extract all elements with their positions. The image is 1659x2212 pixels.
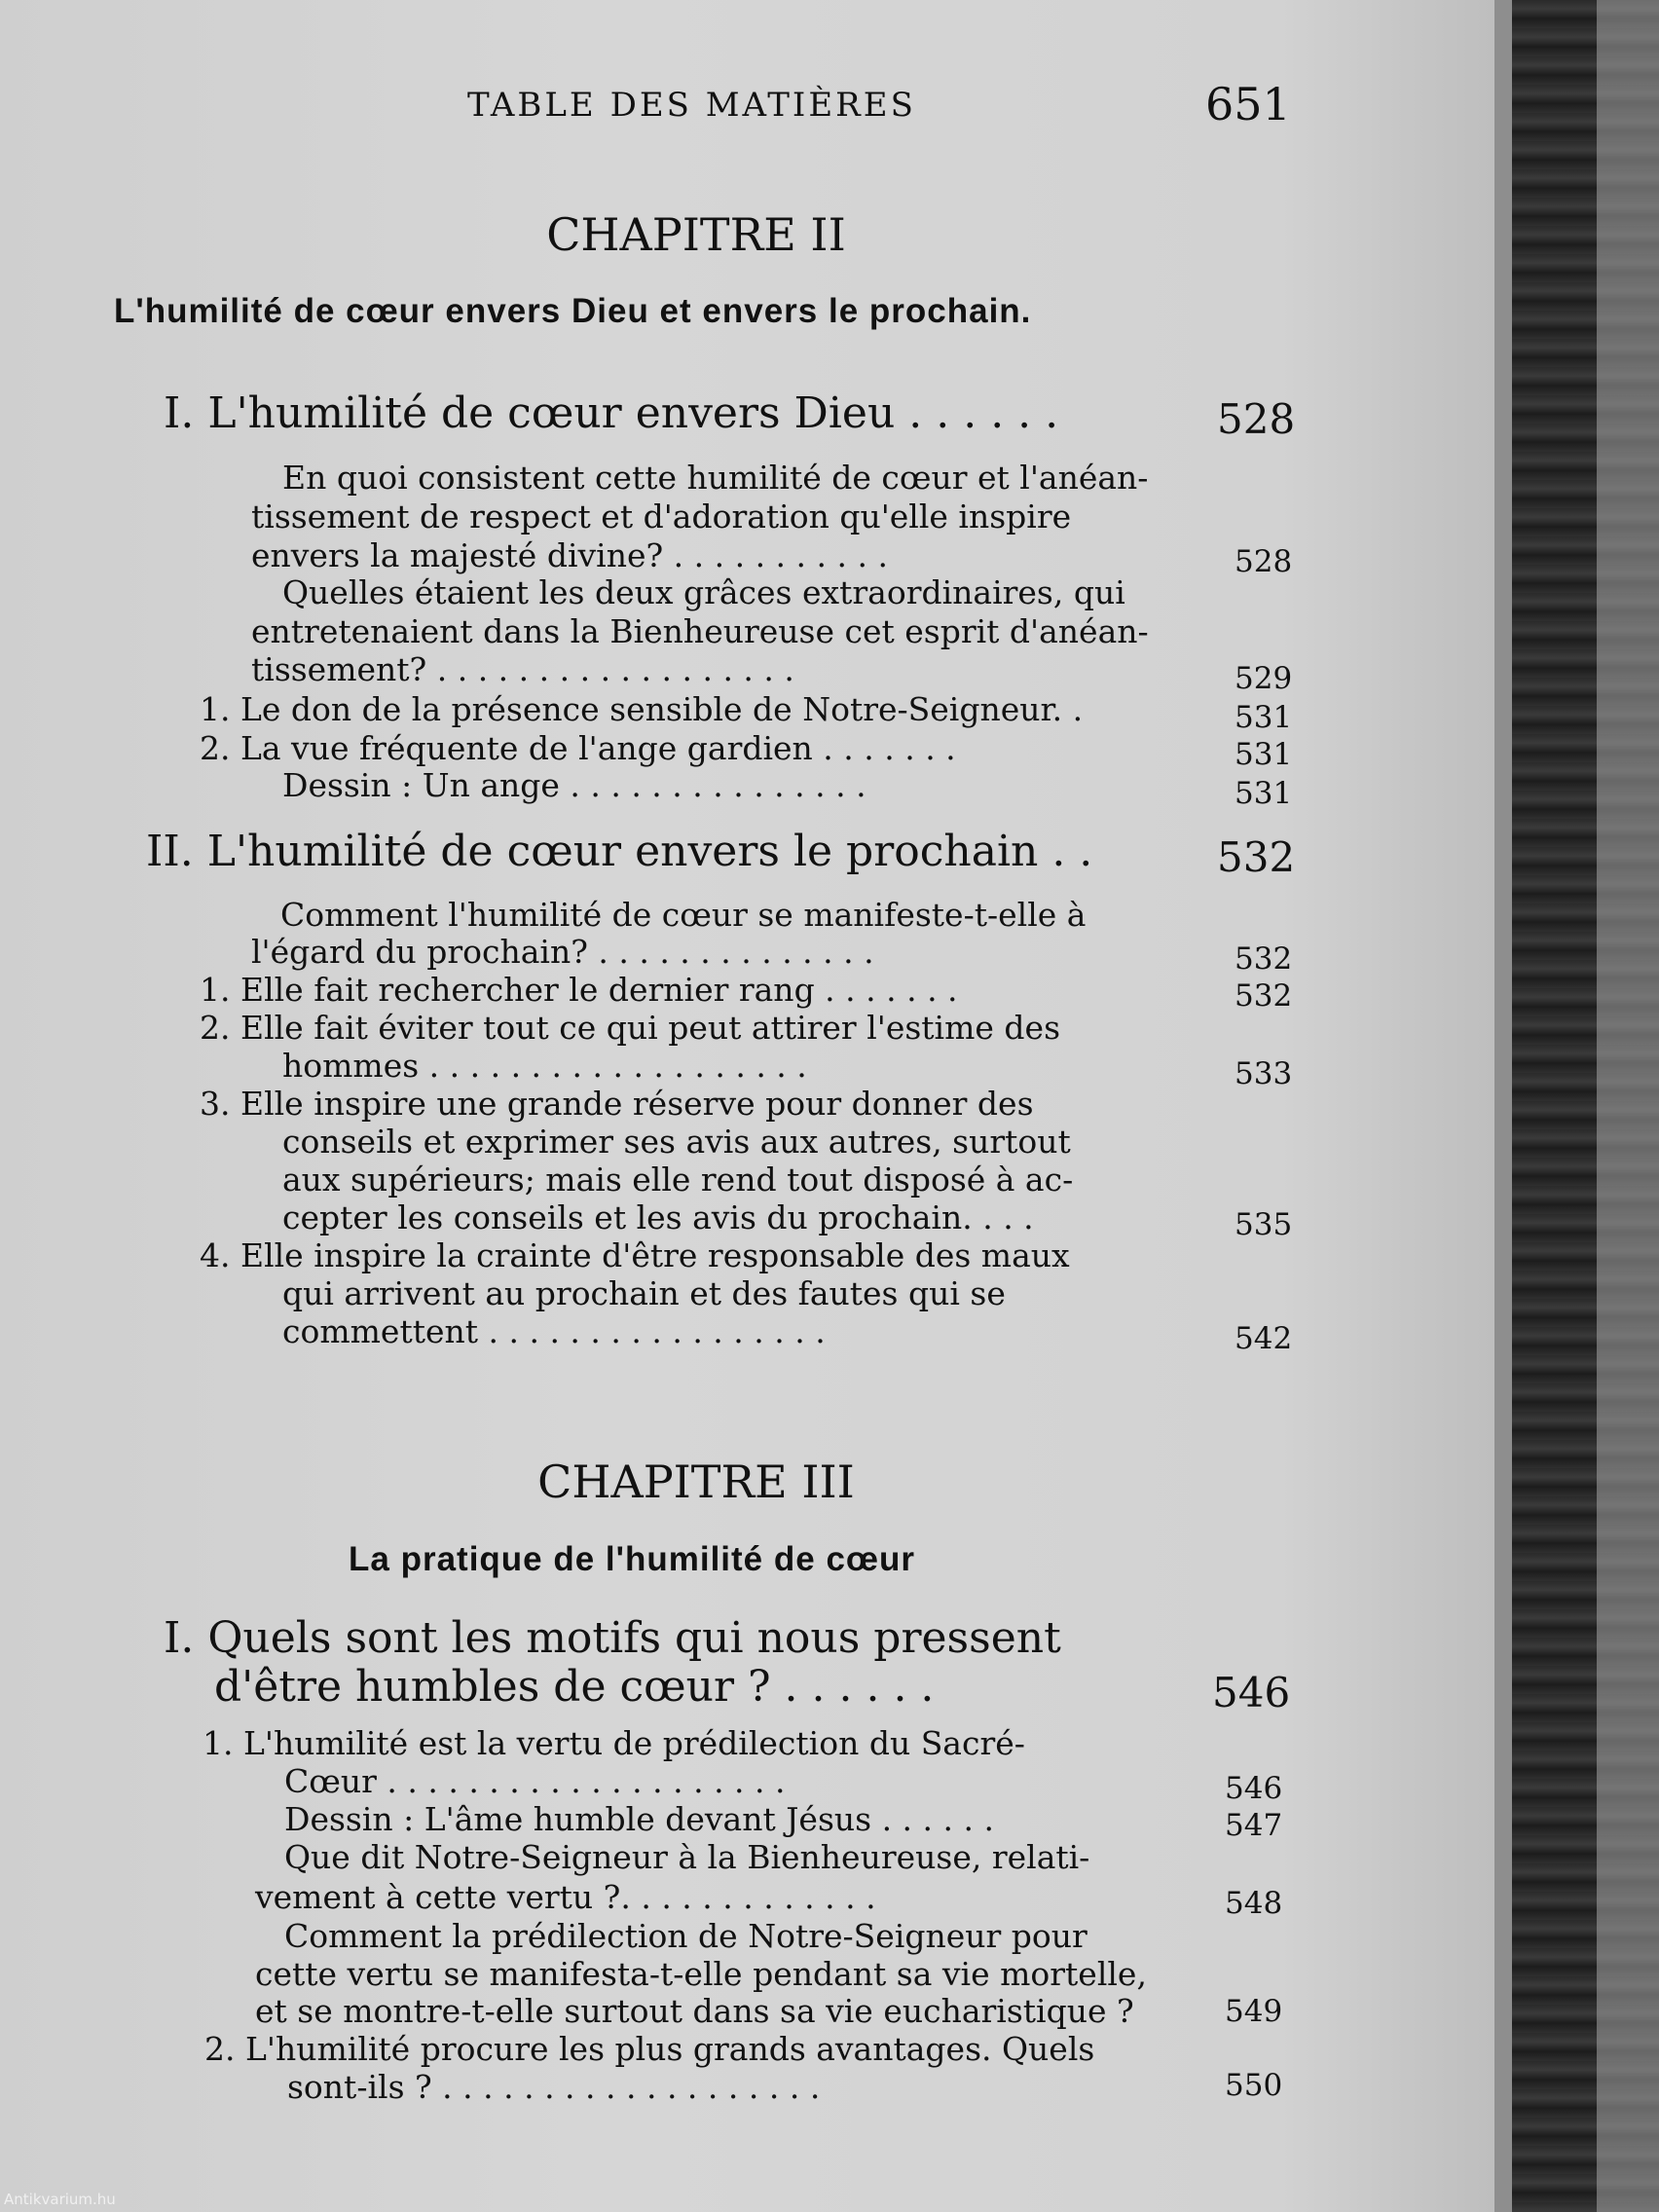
toc-line: Dessin : L'âme humble devant Jésus . . . . . . xyxy=(284,1800,994,1838)
chapter-2-subtitle: L'humilité de cœur envers Dieu et envers le prochain. xyxy=(114,292,1032,330)
toc-page: 535 xyxy=(1235,1207,1293,1242)
toc-page: 531 xyxy=(1235,737,1293,772)
toc-line: 3. Elle inspire une grande réserve pour donner des xyxy=(200,1085,1034,1123)
toc-page: 533 xyxy=(1235,1056,1293,1091)
toc-line: cepter les conseils et les avis du prochain. . . . xyxy=(282,1198,1034,1236)
toc-line: Comment la prédilection de Notre-Seigneur pour xyxy=(284,1917,1088,1955)
toc-line: sont-ils ? . . . . . . . . . . . . . . . . . . . xyxy=(287,2068,821,2106)
toc-line: Quelles étaient les deux grâces extraordinaires, qui xyxy=(282,573,1125,611)
watermark: Antikvarium.hu xyxy=(4,2191,116,2208)
toc-line: cette vertu se manifesta-t-elle pendant sa vie mortelle, xyxy=(255,1955,1147,1993)
ch2-section-1-page: 528 xyxy=(1217,395,1296,443)
ch2-section-2-heading: II. L'humilité de cœur envers le prochain . . xyxy=(146,827,1093,876)
toc-page: 542 xyxy=(1235,1321,1293,1356)
toc-line: l'égard du prochain? . . . . . . . . . . . . . . xyxy=(251,933,874,971)
toc-line: 2. La vue fréquente de l'ange gardien . . . . . . . xyxy=(200,729,956,767)
running-title: TABLE DES MATIÈRES xyxy=(467,86,916,125)
toc-line: 1. L'humilité est la vertu de prédilection du Sacré- xyxy=(203,1724,1025,1762)
toc-line: Cœur . . . . . . . . . . . . . . . . . . . . xyxy=(284,1762,786,1800)
ch3-section-1-page: 546 xyxy=(1212,1669,1291,1716)
toc-line: 1. Elle fait rechercher le dernier rang . . . . . . . xyxy=(200,971,958,1009)
page-number: 651 xyxy=(1205,78,1291,130)
toc-page: 528 xyxy=(1235,544,1293,579)
toc-line: entretenaient dans la Bienheureuse cet esprit d'anéan- xyxy=(251,612,1149,650)
toc-line: 4. Elle inspire la crainte d'être responsable des maux xyxy=(200,1236,1070,1274)
toc-line: commettent . . . . . . . . . . . . . . . . . xyxy=(282,1312,826,1350)
toc-page: 546 xyxy=(1225,1771,1283,1806)
toc-line: 2. L'humilité procure les plus grands avantages. Quels xyxy=(204,2030,1095,2068)
toc-page: 549 xyxy=(1225,1994,1283,2029)
spine-edge xyxy=(1597,0,1659,2212)
chapter-3-title: CHAPITRE III xyxy=(537,1456,855,1508)
chapter-3-subtitle: La pratique de l'humilité de cœur xyxy=(349,1540,915,1578)
toc-page: 529 xyxy=(1235,661,1293,696)
toc-page: 532 xyxy=(1235,941,1293,977)
toc-line: tissement? . . . . . . . . . . . . . . . . . . xyxy=(251,650,794,688)
ch2-section-1-heading: I. L'humilité de cœur envers Dieu . . . . . . xyxy=(164,388,1059,438)
toc-page: 547 xyxy=(1225,1808,1283,1843)
ch3-section-1-heading-line1: I. Quels sont les motifs qui nous pressent xyxy=(164,1613,1061,1663)
toc-line: tissement de respect et d'adoration qu'elle inspire xyxy=(251,498,1072,535)
toc-line: 1. Le don de la présence sensible de Notre-Seigneur. . xyxy=(200,690,1084,728)
ch3-section-1-heading-line2: d'être humbles de cœur ? . . . . . . xyxy=(214,1662,935,1712)
toc-line: conseils et exprimer ses avis aux autres, surtout xyxy=(282,1123,1071,1161)
toc-page: 531 xyxy=(1235,700,1293,735)
page-gutter xyxy=(1494,0,1512,2212)
toc-line: Que dit Notre-Seigneur à la Bienheureuse, relati- xyxy=(284,1838,1090,1876)
toc-line: qui arrivent au prochain et des fautes qui se xyxy=(282,1274,1006,1312)
toc-line: vement à cette vertu ?. . . . . . . . . . . . . xyxy=(255,1878,876,1916)
toc-line: aux supérieurs; mais elle rend tout disposé à ac- xyxy=(282,1161,1074,1198)
ch2-section-2-page: 532 xyxy=(1217,833,1296,881)
chapter-2-title: CHAPITRE II xyxy=(546,208,846,261)
toc-line: et se montre-t-elle surtout dans sa vie eucharistique ? xyxy=(255,1992,1134,2030)
toc-line: Dessin : Un ange . . . . . . . . . . . . . . . xyxy=(282,766,866,804)
toc-line: hommes . . . . . . . . . . . . . . . . . . . xyxy=(282,1047,807,1085)
toc-page: 532 xyxy=(1235,978,1293,1014)
toc-line: 2. Elle fait éviter tout ce qui peut attirer l'estime des xyxy=(200,1009,1061,1047)
toc-line: En quoi consistent cette humilité de cœur et l'anéan- xyxy=(282,459,1149,497)
toc-page: 531 xyxy=(1235,776,1293,811)
toc-line: envers la majesté divine? . . . . . . . . . . . xyxy=(251,536,888,574)
toc-page: 550 xyxy=(1225,2068,1283,2103)
toc-line: Comment l'humilité de cœur se manifeste-t-elle à xyxy=(280,896,1087,934)
toc-page: 548 xyxy=(1225,1886,1283,1921)
